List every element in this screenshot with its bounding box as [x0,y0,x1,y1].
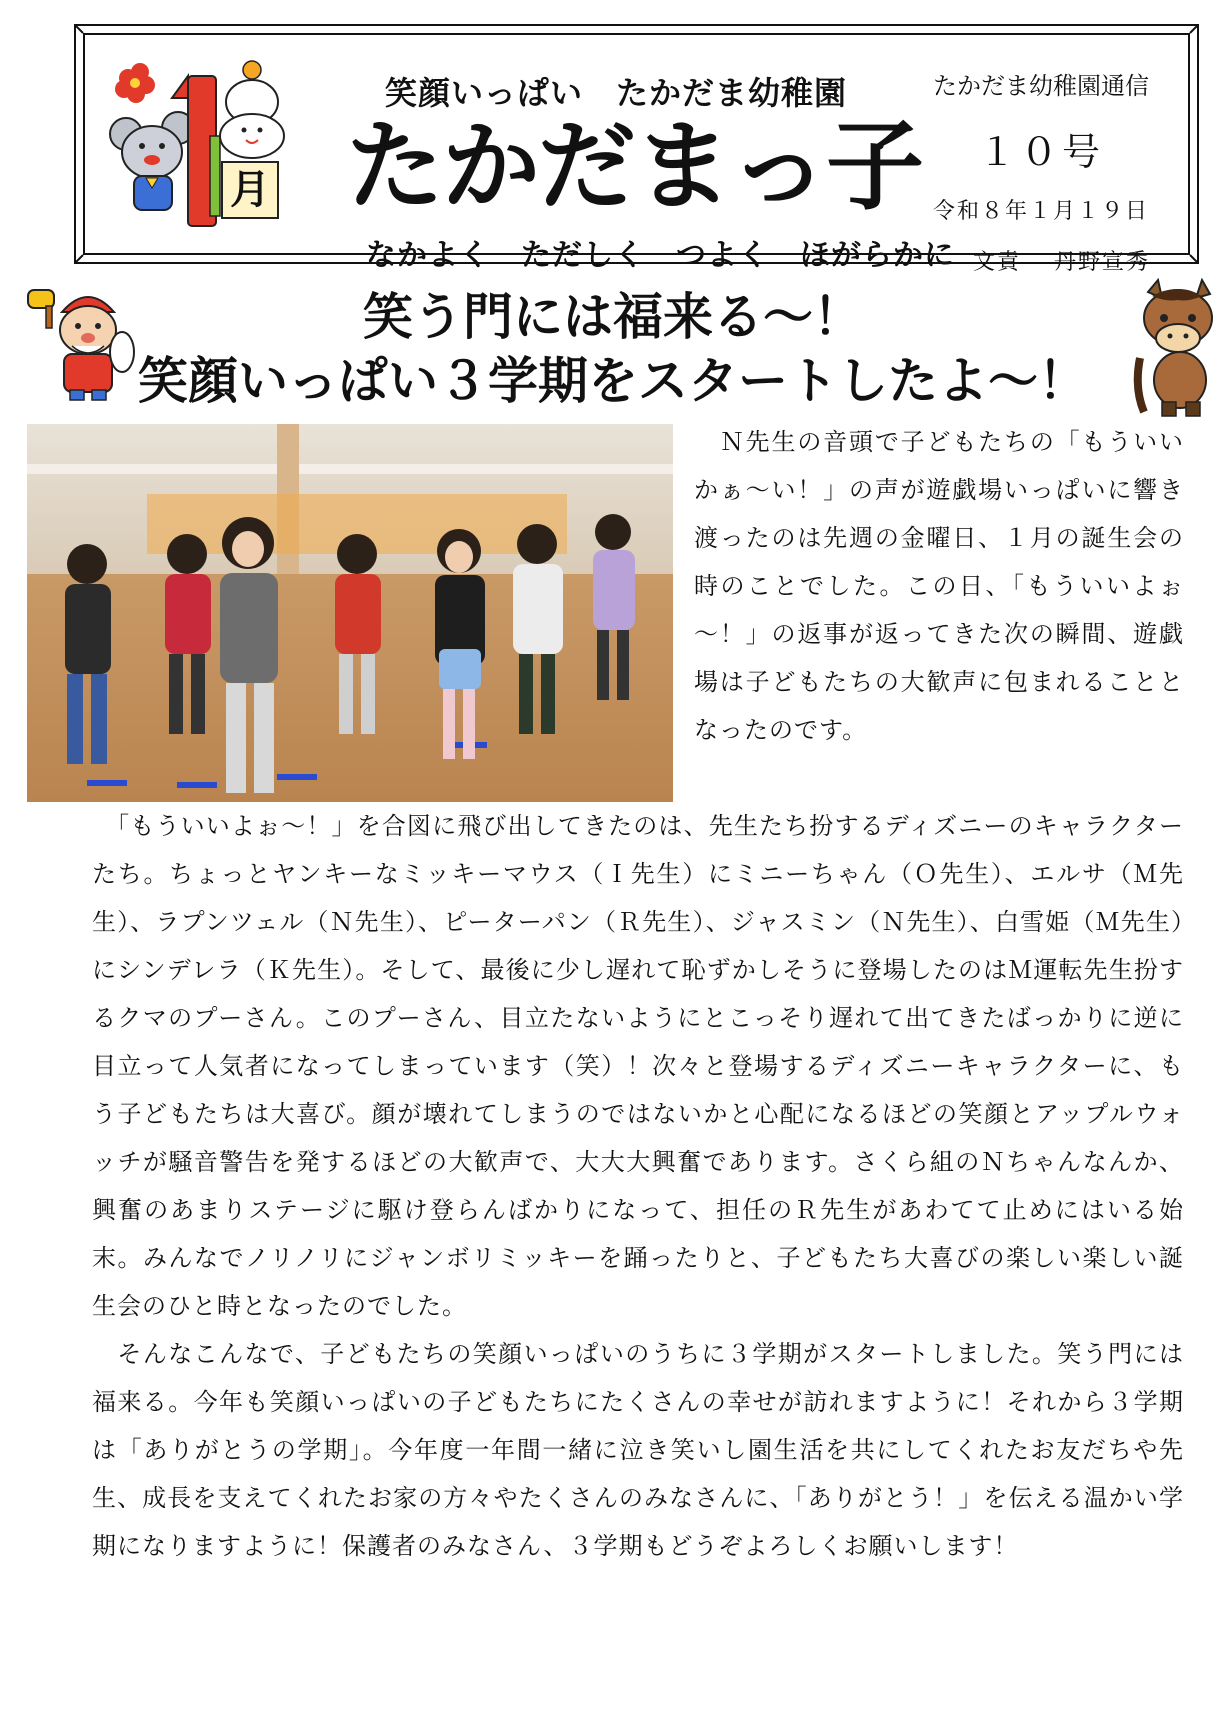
issue-info [906,26,1176,276]
article-paragraph-3: そんなこんなで、子どもたちの笑顔いっぱいのうちに３学期がスタートしました。笑う門には福来る。今年も笑顔いっぱいの子どもたちにたくさんの幸せが訪れますように！それから３学期は「ありがとうの学期」。今年度一年間一緒に泣き笑いし園生活を共にしてくれたお友だちや先生、成長を支えてくれたお家の方々やたくさんのみなさんに、「ありがとう！」を伝える温かい学期になりますように！保護者のみなさん、３学期もどうぞよろしくお願いします！ [92,1340,1184,1560]
january-mascot-illustration [106,56,286,236]
newsletter-name: たかだま幼稚園通信 [933,72,1149,100]
article-paragraph-2: 「もういいよぉ～！」を合図に飛び出してきたのは、先生たち扮するディズニーのキャラクターたち。ちょっとヤンキーなミッキーマウス（Ｉ先生）にミニーちゃん（Ｏ先生）、エルサ（Ｍ先生）、ラプンツェル（Ｎ先生）、ピーターパン（Ｒ先生）、ジャスミン（Ｎ先生）、白雪姫（Ｍ先生）にシンデレラ（Ｋ先生）。そして、最後に少し遅れて恥ずかしそうに登場したのはＭ運転先生扮するクマのプーさん。このプーさん、目立たないようにとこっそり遅れて出てきたばっかりに逆に目立って人気者になってしまっています（笑）！次々と登場するディズニーキャラクターに、もう子どもたちは大喜び。顔が壊れてしまうのではないかと心配になるほどの笑顔とアップルウォッチが騒音警告を発するほどの大歓声で、大大大興奮であります。さくら組のＮちゃんなんか、興奮のあまりステージに駆け登らんばかりになって、担任のＲ先生があわてて止めにはいる始末。みんなでノリノリにジャンボリミッキーを踊ったりと、子どもたち大喜びの楽しい楽しい誕生会のひと時となったのでした。 [92,812,1184,1320]
issue-author: 文責 丹野宣秀 [973,250,1150,275]
headline [0,285,1226,413]
masthead [74,24,1199,275]
article-intro-paragraph [694,418,1184,754]
children-dancing-photo [27,424,673,802]
article-body [92,802,1184,1570]
slogan-bottom: なかよく ただしく つよく ほがらかに [366,238,955,273]
headline-line-1: 笑う門には福来る～！ [363,288,863,346]
slogan-top: 笑顔いっぱい たかだま幼稚園 [384,74,847,112]
issue-date: 令和８年１月１９日 [932,199,1149,224]
newsletter-title: たかだまっ子 [346,110,923,224]
month-label: 月 [230,167,270,213]
intro-paragraph-text: Ｎ先生の音頭で子どもたちの「もういいかぁ～い！」の声が遊戯場いっぱいに響き渡ったのは先週の金曜日、１月の誕生会の時のことでした。この日、「もういいよぉ～！」の返事が返ってきた次の瞬間、遊戯場は子どもたちの大歓声に包まれることとなったのです。 [694,428,1184,744]
headline-line-2: 笑顔いっぱい３学期をスタートしたよ～！ [138,352,1088,410]
issue-number: １０号 [977,130,1104,174]
